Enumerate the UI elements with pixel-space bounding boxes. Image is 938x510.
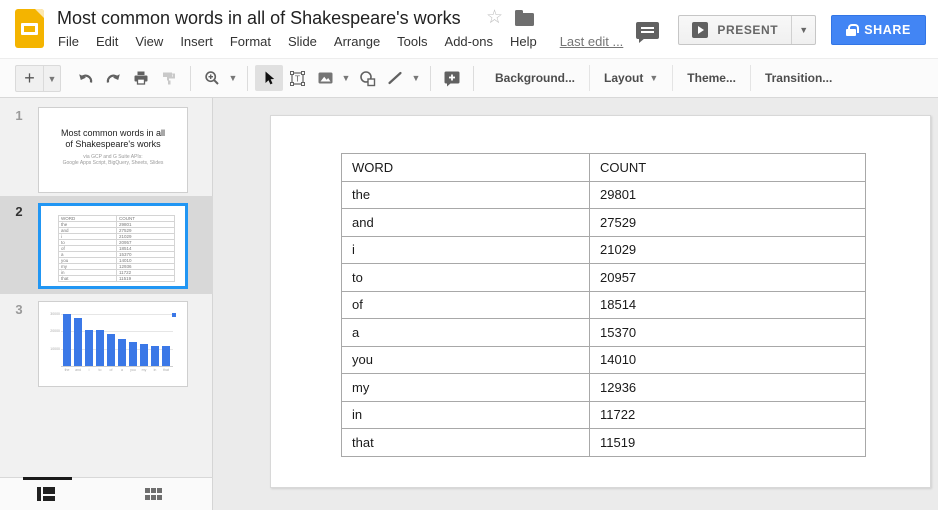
bar — [74, 318, 82, 366]
menu-item-format[interactable]: Format — [229, 34, 271, 49]
slide-canvas — [213, 98, 938, 510]
table-row — [342, 319, 866, 347]
comment-add-icon — [443, 70, 461, 87]
table-row — [59, 276, 175, 282]
insert-image-button[interactable] — [311, 65, 339, 91]
table-cell: the — [59, 222, 117, 228]
zoom-button[interactable] — [198, 65, 226, 91]
slide-table[interactable] — [341, 153, 866, 457]
slide-row-1 — [0, 100, 213, 196]
table-cell: in — [59, 270, 117, 276]
table-cell: 21029 — [117, 234, 175, 240]
document-title[interactable]: Most common words in all of Shakespeare's works — [57, 8, 461, 28]
toolbar-separator — [190, 66, 191, 91]
table-cell: you — [59, 258, 117, 264]
table-cell[interactable]: the — [342, 181, 590, 209]
table-cell: of — [59, 246, 117, 252]
slide-thumbnail-3[interactable] — [38, 301, 188, 387]
background-button[interactable] — [481, 58, 589, 98]
bar — [129, 342, 137, 366]
share-label: SHARE — [864, 23, 911, 37]
table-cell[interactable]: 12936 — [590, 374, 866, 402]
background-label: Background... — [495, 71, 576, 85]
redo-button[interactable] — [99, 65, 127, 91]
thumb1-title-line1: Most common words in all — [60, 128, 166, 138]
menu-item-tools[interactable]: Tools — [397, 34, 428, 49]
zoom-dropdown-caret[interactable]: ▼ — [228, 73, 238, 83]
table-row — [342, 236, 866, 264]
print-button[interactable] — [127, 65, 155, 91]
logo-inner-frame — [21, 23, 38, 35]
table-cell[interactable]: of — [342, 291, 590, 319]
line-icon — [387, 70, 403, 86]
table-cell: 11722 — [117, 270, 175, 276]
table-cell[interactable]: 29801 — [590, 181, 866, 209]
table-cell: and — [59, 228, 117, 234]
table-cell: 11519 — [117, 276, 175, 282]
thumbnail-bar-chart — [49, 310, 179, 380]
x-tick-label: a — [121, 368, 123, 372]
layout-dropdown-caret: ▼ — [649, 73, 659, 83]
table-header-row — [342, 154, 866, 182]
bar — [85, 330, 93, 367]
select-cursor-icon — [261, 70, 277, 86]
table-cell[interactable]: 11722 — [590, 401, 866, 429]
new-slide-dropdown-caret[interactable]: ▼ — [43, 66, 60, 91]
x-tick-label: you — [130, 368, 136, 372]
table-cell[interactable]: 21029 — [590, 236, 866, 264]
table-cell: 15370 — [117, 252, 175, 258]
x-tick-label: my — [141, 368, 147, 372]
table-cell: i — [59, 234, 117, 240]
table-header-cell[interactable]: COUNT — [590, 154, 866, 182]
bar — [118, 339, 126, 366]
table-cell: to — [59, 240, 117, 246]
table-row — [342, 209, 866, 237]
menu-item-view[interactable]: View — [135, 34, 164, 49]
toolbar-separator — [473, 66, 474, 91]
logo-fold — [35, 9, 44, 18]
star-icon[interactable]: ☆ — [486, 7, 504, 28]
bar — [151, 346, 159, 366]
transition-button[interactable] — [751, 58, 846, 98]
table-cell[interactable]: you — [342, 346, 590, 374]
table-cell[interactable]: 18514 — [590, 291, 866, 319]
menu-bar — [58, 34, 623, 49]
x-tick-label: i — [88, 368, 90, 372]
thumb1-title-line2: of Shakespeare's works — [65, 139, 161, 149]
folder-icon[interactable] — [515, 13, 534, 26]
layout-label: Layout — [604, 71, 644, 85]
table-cell[interactable]: 20957 — [590, 264, 866, 292]
undo-icon — [77, 70, 94, 86]
present-dropdown-caret[interactable]: ▼ — [791, 16, 815, 44]
table-row — [342, 264, 866, 292]
new-slide-button[interactable]: + — [24, 67, 35, 88]
present-button-group — [678, 15, 816, 45]
last-edit-link[interactable]: Last edit ... — [559, 34, 624, 49]
menu-item-help[interactable]: Help — [509, 34, 537, 49]
table-cell: 27529 — [117, 228, 175, 234]
table-header-cell: COUNT — [117, 216, 175, 222]
line-dropdown-caret[interactable]: ▼ — [411, 73, 421, 83]
table-cell[interactable]: to — [342, 264, 590, 292]
bar — [96, 330, 104, 366]
table-row — [342, 374, 866, 402]
table-row — [342, 401, 866, 429]
thumb1-subtitle-line1: via GCP and G Suite APIs: — [83, 154, 143, 160]
share-button[interactable] — [831, 15, 926, 45]
x-tick-label: and — [75, 368, 81, 372]
table-cell[interactable]: 27529 — [590, 209, 866, 237]
current-slide[interactable] — [270, 115, 931, 488]
table-cell[interactable]: that — [342, 429, 590, 457]
present-label: PRESENT — [717, 23, 779, 37]
table-cell[interactable]: 14010 — [590, 346, 866, 374]
table-cell: 20957 — [117, 240, 175, 246]
svg-text:T: T — [294, 73, 300, 83]
table-cell[interactable]: 11519 — [590, 429, 866, 457]
transition-label: Transition... — [764, 71, 833, 85]
shape-icon — [359, 70, 376, 87]
table-cell[interactable]: in — [342, 401, 590, 429]
slide-number: 2 — [15, 204, 23, 219]
table-row — [342, 291, 866, 319]
lock-icon — [846, 29, 856, 36]
table-cell[interactable]: and — [342, 209, 590, 237]
slide-number: 1 — [15, 108, 23, 123]
x-tick-label: in — [153, 368, 157, 372]
table-cell[interactable]: my — [342, 374, 590, 402]
line-tool-button[interactable] — [381, 65, 409, 91]
paint-format-icon — [161, 70, 177, 86]
image-icon — [317, 70, 334, 86]
x-tick-label: the — [64, 368, 70, 372]
active-view-indicator — [23, 477, 72, 480]
filmstrip-view-icon[interactable] — [37, 487, 55, 501]
legend-marker — [172, 313, 176, 317]
slide-thumbnail-2[interactable] — [38, 203, 188, 289]
x-tick-label: to — [98, 368, 102, 372]
comments-icon[interactable] — [636, 22, 659, 39]
zoom-icon — [204, 70, 220, 86]
paint-format-button[interactable] — [155, 65, 183, 91]
present-button[interactable] — [679, 16, 791, 44]
menu-item-edit[interactable]: Edit — [95, 34, 119, 49]
print-icon — [133, 70, 149, 86]
bar — [107, 334, 115, 366]
insert-comment-button[interactable] — [438, 65, 466, 91]
table-row — [342, 346, 866, 374]
text-box-icon — [289, 70, 306, 87]
image-dropdown-caret[interactable]: ▼ — [341, 73, 351, 83]
table-cell: a — [59, 252, 117, 258]
bar — [140, 344, 148, 366]
menu-item-add-ons[interactable]: Add-ons — [444, 34, 493, 49]
slide-filmstrip-panel — [0, 98, 213, 477]
y-tick-label: 30000 — [50, 312, 60, 316]
new-slide-button-group — [15, 65, 61, 92]
theme-label: Theme... — [687, 71, 736, 85]
menu-item-file[interactable]: File — [58, 34, 79, 49]
play-icon — [692, 22, 708, 38]
table-cell[interactable]: 15370 — [590, 319, 866, 347]
select-tool-button[interactable] — [255, 65, 283, 91]
slide-thumbnail-1[interactable] — [38, 107, 188, 193]
menu-item-slide[interactable]: Slide — [288, 34, 317, 49]
slide-row-2 — [0, 196, 213, 294]
slide-number: 3 — [15, 302, 23, 317]
x-tick-label: of — [109, 368, 113, 372]
table-header-cell: WORD — [59, 216, 117, 222]
toolbar-separator — [430, 66, 431, 91]
table-cell[interactable]: i — [342, 236, 590, 264]
theme-button[interactable] — [673, 58, 750, 98]
redo-icon — [105, 70, 122, 86]
thumbnail-mini-table — [58, 215, 175, 282]
menu-item-arrange[interactable]: Arrange — [333, 34, 381, 49]
table-cell: 29801 — [117, 222, 175, 228]
table-row — [342, 429, 866, 457]
table-cell: 14010 — [117, 258, 175, 264]
bar-series — [63, 314, 173, 366]
y-tick-label: 20000 — [50, 329, 60, 333]
menu-items-container — [58, 34, 554, 49]
table-cell: my — [59, 264, 117, 270]
x-axis-labels — [63, 368, 173, 372]
toolbar — [0, 58, 938, 98]
app-header — [0, 0, 938, 58]
table-header-cell[interactable]: WORD — [342, 154, 590, 182]
view-switcher-bar — [0, 477, 213, 510]
bar — [162, 346, 170, 366]
table-cell: 12936 — [117, 264, 175, 270]
toolbar-separator — [247, 66, 248, 91]
x-tick-label: that — [163, 368, 169, 372]
shape-tool-button[interactable] — [353, 65, 381, 91]
layout-button[interactable] — [590, 58, 672, 98]
text-box-button[interactable] — [283, 65, 311, 91]
grid-view-icon[interactable] — [145, 488, 162, 500]
thumb1-subtitle-line2: Google Apps Script, BigQuery, Sheets, Slides — [62, 160, 164, 166]
undo-button[interactable] — [71, 65, 99, 91]
y-tick-label: 10000 — [50, 347, 60, 351]
slide-row-3 — [0, 294, 213, 390]
table-row — [342, 181, 866, 209]
table-cell[interactable]: a — [342, 319, 590, 347]
menu-item-insert[interactable]: Insert — [180, 34, 213, 49]
google-slides-logo-icon[interactable] — [15, 9, 44, 48]
table-cell: 18514 — [117, 246, 175, 252]
bar — [63, 314, 71, 366]
table-cell: that — [59, 276, 117, 282]
